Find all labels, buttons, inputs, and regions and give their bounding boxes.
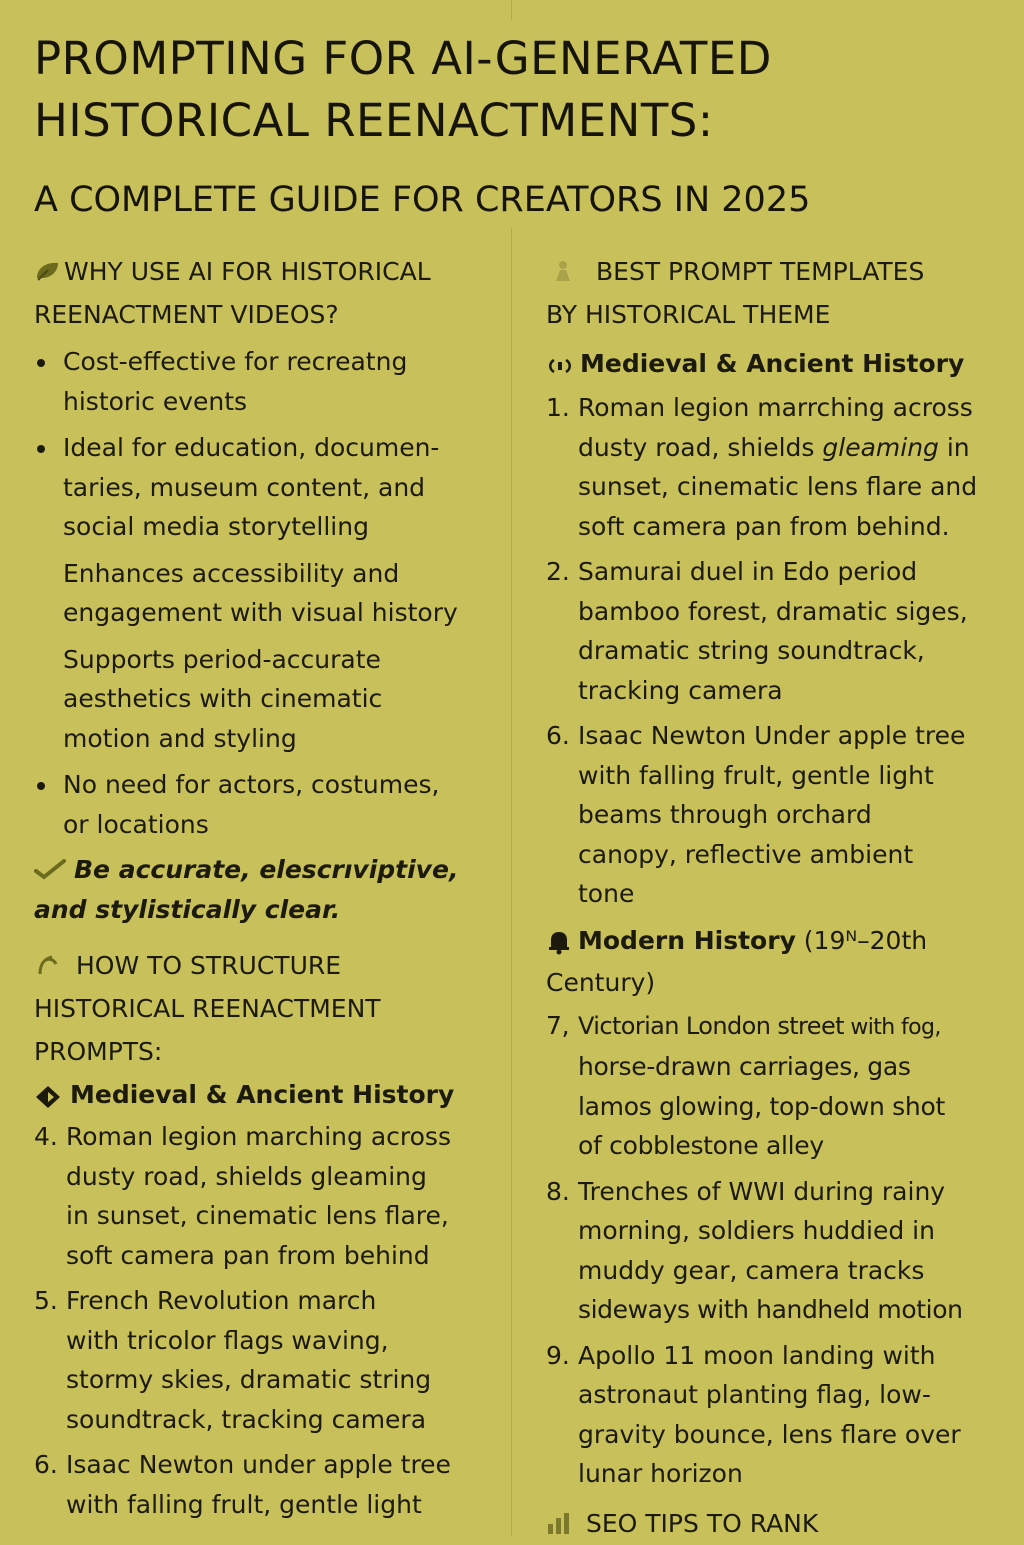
list-item-line: lamos glowing, top-down shot xyxy=(578,1091,945,1121)
list-item xyxy=(34,640,504,759)
right-subheading-1 xyxy=(546,344,1016,384)
list-item xyxy=(546,1006,1016,1166)
list-item-line: tracking camera xyxy=(578,675,783,705)
list-item-line: lunar horizon xyxy=(578,1459,743,1488)
item-number: 9. xyxy=(546,1340,570,1370)
left-column xyxy=(34,250,504,1524)
list-item-line: soft camera pan from behind. xyxy=(578,511,950,541)
list-item-line: No need for actors, costumes, xyxy=(63,770,440,799)
list-item-line: tone xyxy=(578,879,635,908)
list-item-line: French Revolution march xyxy=(66,1286,377,1315)
item-number: 2. xyxy=(546,557,570,586)
list-item-line: with falling frult, gentle light xyxy=(66,1489,422,1519)
list-item-line: gravity bounce, lens flare over xyxy=(578,1419,961,1449)
list-item-line: of cobblestone alley xyxy=(578,1131,824,1160)
list-item-line: aesthetics with cinematic xyxy=(63,684,383,713)
list-item xyxy=(546,716,1016,914)
list-item-line: Roman legion marrching across xyxy=(578,393,973,422)
seo-heading xyxy=(546,1502,1016,1545)
templates-heading-line-2: BY HISTORICAL THEME xyxy=(546,300,831,329)
list-item-line: Isaac Newton Under apple tree xyxy=(578,721,966,750)
list-item-line: historic events xyxy=(63,386,248,416)
list-item-line: beams through orchard xyxy=(578,800,872,829)
benefits-list xyxy=(34,342,504,844)
list-item-line: Isaac Newton under apple tree xyxy=(66,1450,451,1479)
sprout-icon xyxy=(34,954,76,976)
note-line-2: and stylistically clear. xyxy=(34,895,341,924)
list-item-line: Victorian London street xyxy=(578,1011,844,1040)
why-heading-line-1: WHY USE AI FOR HISTORICAL xyxy=(64,257,431,286)
list-item-line: Enhances accessibility and xyxy=(63,558,400,588)
seo-heading-text: SEO TIPS TO RANK xyxy=(586,1508,819,1538)
list-item xyxy=(546,552,1016,710)
list-item xyxy=(34,765,504,844)
list-item-line: taries, museum content, and xyxy=(63,472,426,502)
page-title xyxy=(34,28,772,152)
list-item-line: Apollo 11 moon landing with xyxy=(578,1340,936,1370)
structure-heading-line-1: HOW TO STRUCTURE xyxy=(76,951,342,980)
item-number: 5. xyxy=(34,1286,58,1315)
list-item-line: muddy gear, camera tracks xyxy=(578,1255,925,1285)
left-prompt-list xyxy=(34,1117,504,1524)
list-item-line: astronaut planting flag, low- xyxy=(578,1380,931,1409)
templates-heading xyxy=(546,250,1016,336)
list-item xyxy=(546,1172,1016,1330)
list-item xyxy=(34,428,504,547)
list-item-line: dramatic string soundtrack, xyxy=(578,636,925,665)
list-item xyxy=(546,388,1016,546)
check-icon xyxy=(34,858,74,880)
list-item-line: Samurai duel in Edo period xyxy=(578,557,918,586)
list-item-line: Ideal for education, documen- xyxy=(63,433,440,462)
page-subtitle: A COMPLETE GUIDE FOR CREATORS IN 2025 xyxy=(34,180,811,220)
column-divider xyxy=(511,228,512,1536)
right-prompt-list-1 xyxy=(546,388,1016,914)
right-prompt-list-2 xyxy=(546,1006,1016,1494)
list-item xyxy=(34,342,504,421)
list-item-line: in sunset, cinematic lens flare, xyxy=(66,1201,449,1230)
list-item-line: dusty road, shields gleaming xyxy=(66,1161,427,1191)
list-item-line: social media storytelling xyxy=(63,512,369,541)
list-item-line: Cost-effective for recreatng xyxy=(63,347,408,376)
right-subheading-1-text: Medieval & Ancient History xyxy=(580,349,965,378)
list-item-line: soft camera pan from behind xyxy=(66,1240,430,1270)
list-item-line: Trenches of WWI during rainy xyxy=(578,1176,946,1206)
top-divider xyxy=(511,0,512,20)
list-item-line: Supports period-accurate xyxy=(63,644,381,674)
sound-icon xyxy=(546,353,580,375)
list-item-line: horse-drawn carriages, gas xyxy=(578,1052,911,1081)
list-item-line: sunset, cinematic lens flare and xyxy=(578,472,978,501)
title-line-1: PROMPTING FOR AI-GENERATED xyxy=(34,32,772,85)
why-heading xyxy=(34,250,504,336)
list-item-line: with fog, xyxy=(843,1014,941,1040)
list-item-line: dusty road, shields xyxy=(578,432,823,462)
title-line-2: HISTORICAL REENACTMENTS: xyxy=(34,94,714,147)
figure-icon xyxy=(546,260,596,282)
list-item-line: sideways with handheld motion xyxy=(578,1295,963,1324)
list-item-line: with falling frult, gentle light xyxy=(578,760,934,790)
structure-heading xyxy=(34,944,504,1073)
item-number: 1. xyxy=(546,393,570,422)
item-number: 8. xyxy=(546,1176,570,1206)
list-item xyxy=(34,1117,504,1275)
right-subheading-2-suffix: (19ᴺ–20th xyxy=(795,925,928,955)
list-item-line: morning, soldiers huddied in xyxy=(578,1216,935,1245)
list-item-line: Roman legion marching across xyxy=(66,1122,451,1151)
right-subheading-2-line-2: Century) xyxy=(546,967,656,997)
item-number: 7, xyxy=(546,1010,570,1040)
item-number: 4. xyxy=(34,1122,58,1151)
structure-heading-line-3: PROMPTS: xyxy=(34,1037,163,1066)
item-number: 6. xyxy=(546,721,570,750)
note-line-1: Be accurate, elescrıviptive, xyxy=(74,855,459,884)
list-item xyxy=(34,1445,504,1524)
leaf-icon xyxy=(34,260,64,282)
item-number: 6. xyxy=(34,1450,58,1479)
list-item-line: motion and styling xyxy=(63,723,297,753)
list-item xyxy=(34,1281,504,1439)
list-item-line: with tricolor flags waving, xyxy=(66,1325,389,1355)
right-column xyxy=(546,250,1016,1545)
right-subheading-2 xyxy=(546,920,1016,1004)
left-subheading xyxy=(34,1075,504,1115)
list-item-line: or locations xyxy=(63,809,209,839)
bell-icon xyxy=(546,929,578,951)
templates-heading-line-1: BEST PROMPT TEMPLATES xyxy=(596,257,925,286)
list-item-line: soundtrack, tracking camera xyxy=(66,1404,427,1434)
list-item xyxy=(34,554,504,633)
left-subheading-text: Medieval & Ancient History xyxy=(70,1080,455,1109)
list-item-line: engagement with visual history xyxy=(63,598,458,627)
list-item-line: bamboo forest, dramatic siges, xyxy=(578,596,968,626)
emphasis-text: gleaming xyxy=(822,432,939,462)
list-item-line: in xyxy=(938,432,970,462)
why-heading-line-2: REENACTMENT VIDEOS? xyxy=(34,300,339,329)
bar-chart-icon xyxy=(546,1512,586,1534)
accuracy-note xyxy=(34,850,504,930)
diamond-icon xyxy=(34,1084,70,1106)
list-item xyxy=(546,1336,1016,1494)
structure-heading-line-2: HISTORICAL REENACTMENT xyxy=(34,994,381,1023)
list-item-line: canopy, reflective ambient xyxy=(578,839,914,869)
right-subheading-2-text: Modern History xyxy=(578,925,796,955)
list-item-line: stormy skies, dramatic string xyxy=(66,1365,432,1394)
